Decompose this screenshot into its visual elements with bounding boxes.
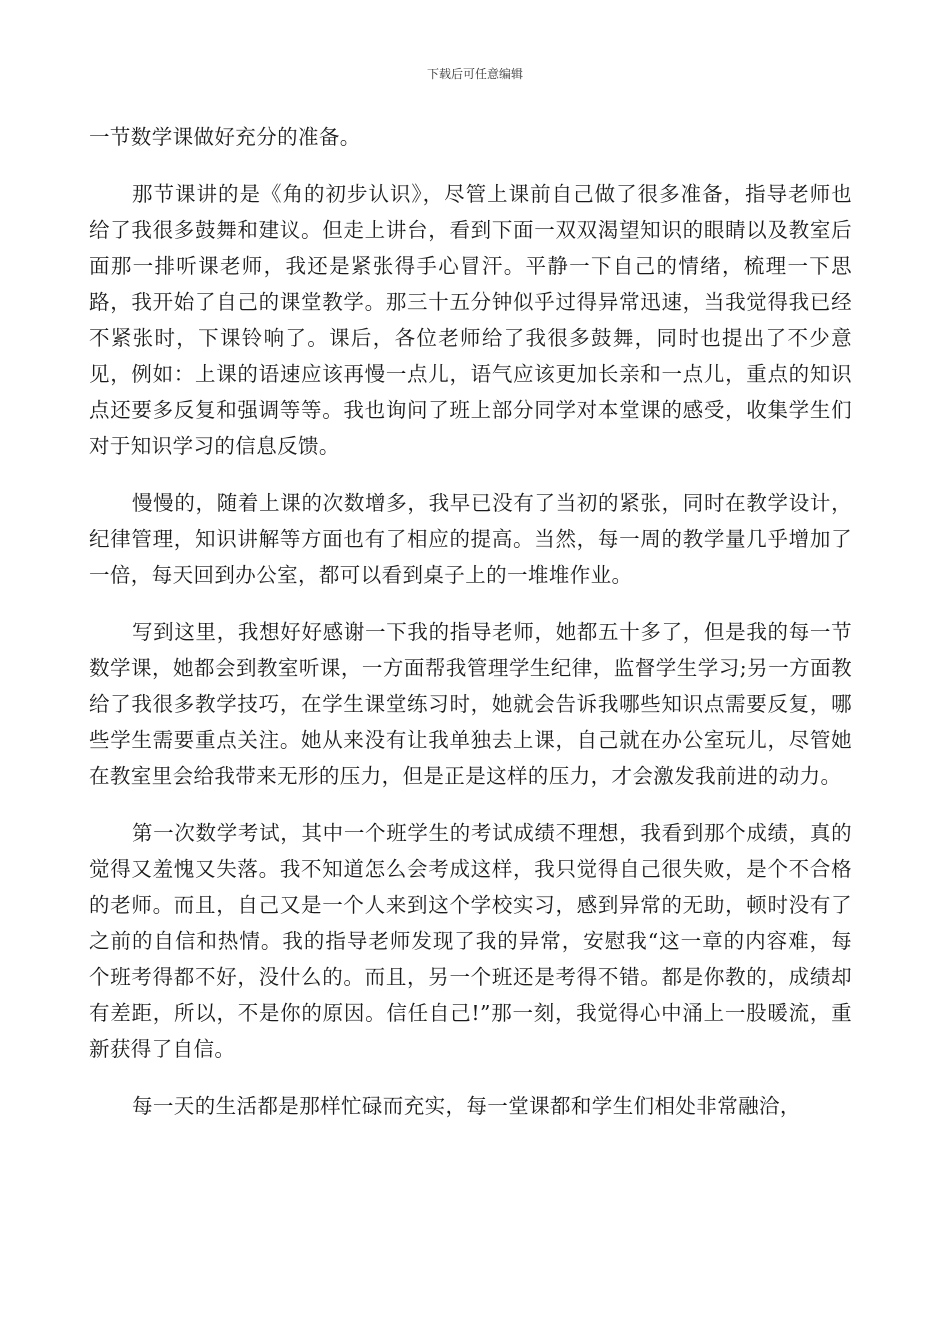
paragraph-4: 写到这里，我想好好感谢一下我的指导老师，她都五十多了，但是我的每一节数学课，她都会到教室听课，一方面帮我管理学生纪律，监督学生学习;另一方面教给了我很多教学技巧，在学生课堂练习时，她就会告诉我哪些知识点需要反复，哪些学生需要重点关注。她从来没有让我单独去上课，自己就在办公室玩儿，尽管她在教室里会给我带来无形的压力，但是正是这样的压力，才会激发我前进的动力。 xyxy=(89,619,852,788)
paragraph-1: 一节数学课做好充分的准备。 xyxy=(89,125,361,149)
document-body xyxy=(89,119,852,1124)
paragraph-3: 慢慢的，随着上课的次数增多，我早已没有了当初的紧张，同时在教学设计，纪律管理，知识讲解等方面也有了相应的提高。当然，每一周的教学量几乎增加了一倍，每天回到办公室，都可以看到桌子上的一堆堆作业。 xyxy=(89,490,852,588)
page-header: 下载后可任意编辑 xyxy=(426,67,523,81)
paragraph-6: 每一天的生活都是那样忙碌而充实，每一堂课都和学生们相处非常融洽， xyxy=(132,1093,801,1118)
paragraph-5: 第一次数学考试，其中一个班学生的考试成绩不理想，我看到那个成绩，真的觉得又羞愧又失落。我不知道怎么会考成这样，我只觉得自己很失败，是个不合格的老师。而且，自己又是一个人来到这个学校实习，感到异常的无助，顿时没有了之前的自信和热情。我的指导老师发现了我的异常，安慰我“这一章的内容难，每个班考得都不好，没什么的。而且，另一个班还是考得不错。都是你教的，成绩却有差距，所以，不是你的原因。信任自己!”那一刻，我觉得心中涌上一股暖流，重新获得了自信。 xyxy=(89,820,852,1062)
paragraph-2: 那节课讲的是《角的初步认识》，尽管上课前自己做了很多准备，指导老师也给了我很多鼓舞和建议。但走上讲台，看到下面一双双渴望知识的眼睛以及教室后面那一排听课老师，我还是紧张得手心冒汗。平静一下自己的情绪，梳理一下思路，我开始了自己的课堂教学。那三十五分钟似乎过得异常迅速，当我觉得我已经不紧张时，下课铃响了。课后，各位老师给了我很多鼓舞，同时也提出了不少意见，例如：上课的语速应该再慢一点儿，语气应该更加长亲和一点儿，重点的知识点还要多反复和强调等等。我也询问了班上部分同学对本堂课的感受，收集学生们对于知识学习的信息反馈。 xyxy=(89,181,852,459)
